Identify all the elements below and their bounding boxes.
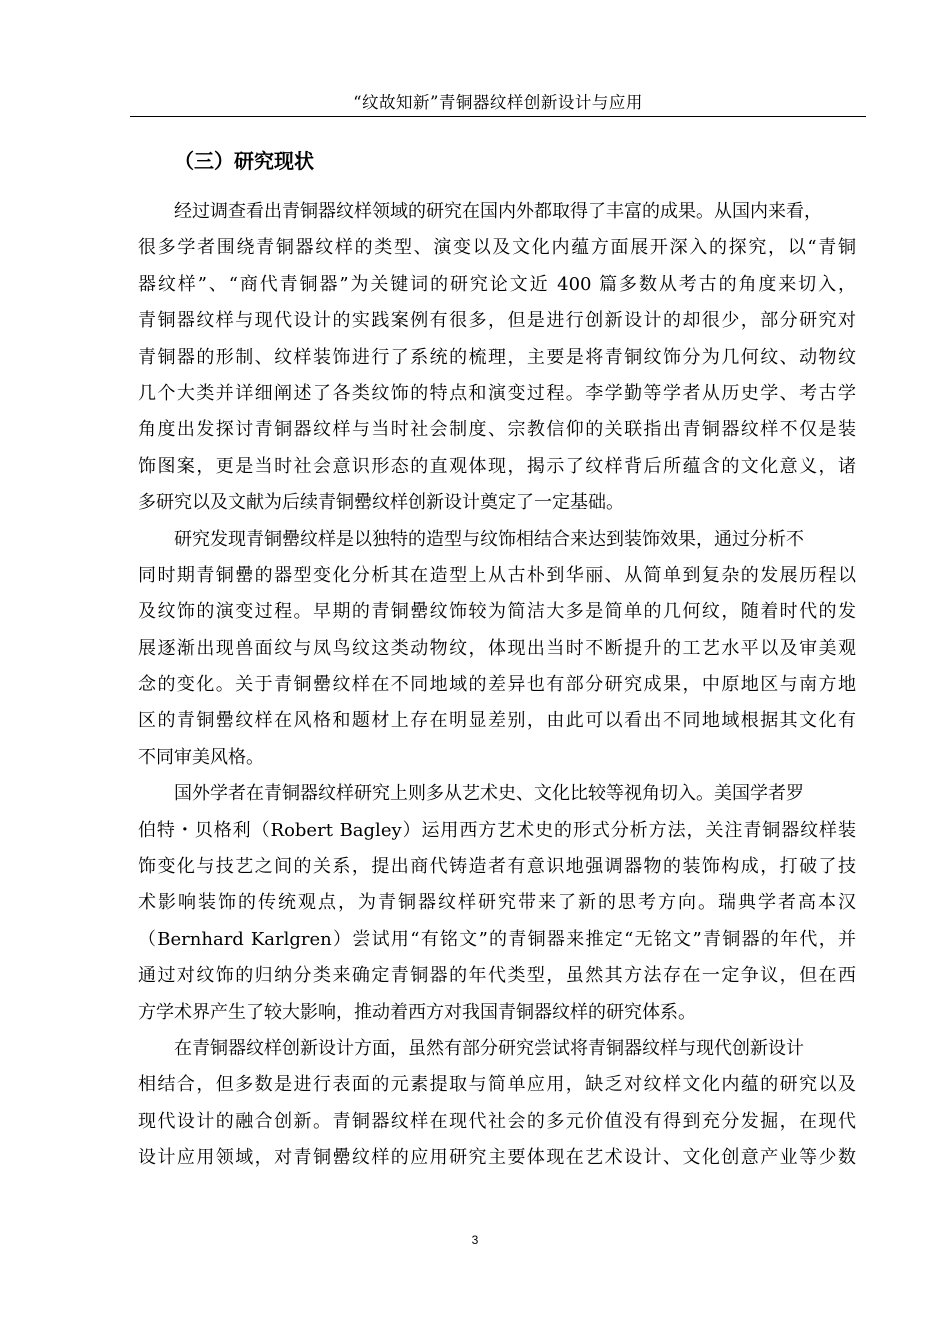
body-line: 现代设计的融合创新。青铜器纹样在现代社会的多元价值没有得到充分发掘，在现代 bbox=[138, 1110, 856, 1132]
body-line: 青铜器纹样与现代设计的实践案例有很多，但是进行创新设计的却很少，部分研究对 bbox=[138, 310, 856, 332]
body-line: 角度出发探讨青铜器纹样与当时社会制度、宗教信仰的关联指出青铜器纹样不仅是装 bbox=[138, 419, 856, 441]
body-line: 几个大类并详细阐述了各类纹饰的特点和演变过程。李学勤等学者从历史学、考古学 bbox=[138, 382, 856, 404]
body-line: 国外学者在青铜器纹样研究上则多从艺术史、文化比较等视角切入。美国学者罗 bbox=[174, 783, 804, 805]
page-number: 3 bbox=[471, 1233, 479, 1247]
body-line: 饰变化与技艺之间的关系，提出商代铸造者有意识地强调器物的装饰构成，打破了技 bbox=[138, 856, 856, 878]
body-line: 器纹样”、“商代青铜器”为关键词的研究论文近 400 篇多数从考古的角度来切入， bbox=[138, 273, 856, 295]
body-line: 经过调查看出青铜器纹样领域的研究在国内外都取得了丰富的成果。从国内来看， bbox=[174, 201, 822, 222]
body-line: 青铜器的形制、纹样装饰进行了系统的梳理，主要是将青铜纹饰分为几何纹、动物纹 bbox=[138, 346, 856, 368]
body-line: 及纹饰的演变过程。早期的青铜罍纹饰较为简洁大多是简单的几何纹，随着时代的发 bbox=[138, 601, 856, 623]
header-divider bbox=[130, 116, 866, 117]
body-line: 饰图案，更是当时社会意识形态的直观体现，揭示了纹样背后所蕴含的文化意义，诸 bbox=[138, 455, 856, 477]
body-line: 不同审美风格。 bbox=[138, 746, 264, 768]
body-line: 展逐渐出现兽面纹与凤鸟纹这类动物纹，体现出当时不断提升的工艺水平以及审美观 bbox=[138, 637, 856, 659]
body-line: 通过对纹饰的归纳分类来确定青铜器的年代类型，虽然其方法存在一定争议，但在西 bbox=[138, 965, 856, 987]
page-header-title: “纹故知新”青铜器纹样创新设计与应用 bbox=[353, 93, 643, 112]
body-line: 念的变化。关于青铜罍纹样在不同地域的差异也有部分研究成果，中原地区与南方地 bbox=[138, 674, 856, 696]
body-line: 方学术界产生了较大影响，推动着西方对我国青铜器纹样的研究体系。 bbox=[138, 1001, 696, 1023]
body-line: 伯特・贝格利（Robert Bagley）运用西方艺术史的形式分析方法，关注青铜器纹样装 bbox=[138, 819, 856, 841]
section-heading: （三）研究现状 bbox=[174, 149, 314, 173]
body-line: 同时期青铜罍的器型变化分析其在造型上从古朴到华丽、从简单到复杂的发展历程以 bbox=[138, 564, 856, 586]
body-line: 多研究以及文献为后续青铜罍纹样创新设计奠定了一定基础。 bbox=[138, 492, 624, 514]
body-line: 很多学者围绕青铜器纹样的类型、演变以及文化内蕴方面展开深入的探究，以“青铜 bbox=[138, 237, 856, 259]
body-line: 在青铜器纹样创新设计方面，虽然有部分研究尝试将青铜器纹样与现代创新设计 bbox=[174, 1037, 804, 1059]
body-text bbox=[138, 194, 856, 1177]
body-line: 相结合，但多数是进行表面的元素提取与简单应用，缺乏对纹样文化内蕴的研究以及 bbox=[138, 1074, 856, 1096]
body-line: 设计应用领域，对青铜罍纹样的应用研究主要体现在艺术设计、文化创意产业等少数 bbox=[138, 1147, 856, 1169]
body-line: （Bernhard Karlgren）尝试用“有铭文”的青铜器来推定“无铭文”青铜器的年代，并 bbox=[138, 928, 856, 950]
body-line: 术影响装饰的传统观点，为青铜器纹样研究带来了新的思考方向。瑞典学者高本汉 bbox=[138, 892, 856, 914]
body-line: 研究发现青铜罍纹样是以独特的造型与纹饰相结合来达到装饰效果，通过分析不 bbox=[174, 528, 804, 550]
body-line: 区的青铜罍纹样在风格和题材上存在明显差别，由此可以看出不同地域根据其文化有 bbox=[138, 710, 856, 732]
